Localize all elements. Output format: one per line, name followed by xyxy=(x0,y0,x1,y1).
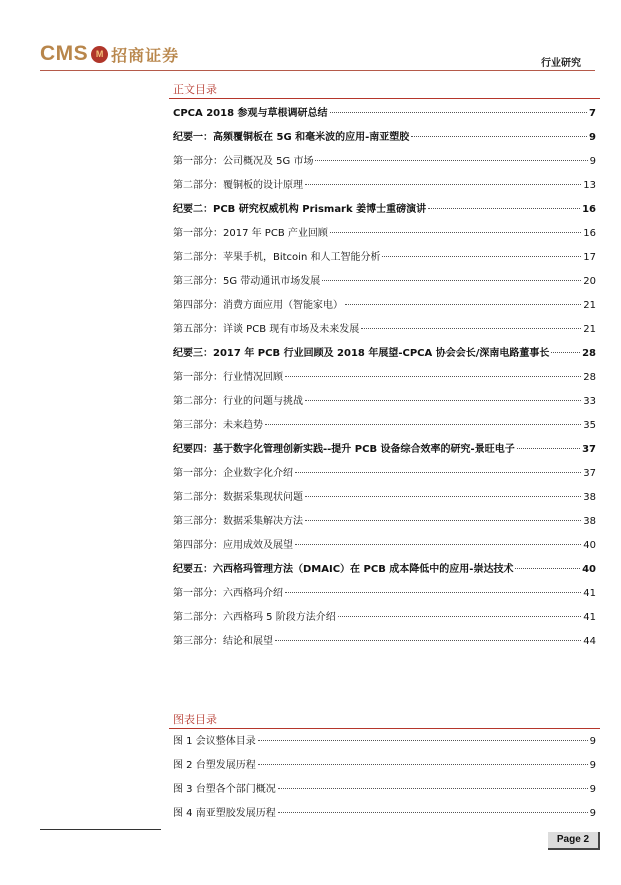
figure-entry-page-number: 9 xyxy=(589,736,596,747)
toc-entry[interactable] xyxy=(173,608,596,632)
toc-entry-page-number: 44 xyxy=(583,636,596,647)
page-header xyxy=(0,0,621,78)
toc-entry-text: 第二部分：覆铜板的设计原理 xyxy=(173,180,303,191)
toc-entry-page-number: 9 xyxy=(589,156,596,167)
toc-entry[interactable] xyxy=(173,152,596,176)
toc-entry-page-number: 40 xyxy=(582,564,596,575)
toc-entry-leader xyxy=(305,520,581,521)
toc-entry-leader xyxy=(382,256,581,257)
figure-entry-text: 图 3 台塑各个部门概况 xyxy=(173,784,276,795)
toc-entry[interactable] xyxy=(173,344,596,368)
toc-entry-leader xyxy=(295,472,581,473)
toc-entry-text: 第三部分：数据采集解决方法 xyxy=(173,516,303,527)
toc-entry[interactable] xyxy=(173,296,596,320)
figure-entry-text: 图 4 南亚塑胶发展历程 xyxy=(173,808,276,819)
logo-chinese-name: 招商证券 xyxy=(111,45,180,65)
toc-entry-leader xyxy=(295,544,581,545)
logo-mark-icon: M xyxy=(91,46,108,63)
toc-entry[interactable] xyxy=(173,416,596,440)
toc-entry-leader xyxy=(305,184,581,185)
toc-entry-text: 第四部分：应用成效及展望 xyxy=(173,540,293,551)
toc-entry-page-number: 28 xyxy=(583,372,596,383)
footer-divider xyxy=(40,829,161,830)
toc-entry-text: 第三部分：5G 带动通讯市场发展 xyxy=(173,276,321,287)
toc-entry-page-number: 37 xyxy=(583,468,596,479)
toc-entry[interactable] xyxy=(173,512,596,536)
figure-entry-leader xyxy=(258,764,588,765)
toc-entry-leader xyxy=(338,616,582,617)
toc-entry-text: 纪要四：基于数字化管理创新实践--提升 PCB 设备综合效率的研究-景旺电子 xyxy=(173,444,515,455)
toc-entry-page-number: 21 xyxy=(583,324,596,335)
figure-entry-page-number: 9 xyxy=(589,808,596,819)
toc-entry-leader xyxy=(275,640,581,641)
toc-entry-page-number: 7 xyxy=(589,108,596,119)
toc-entry[interactable] xyxy=(173,488,596,512)
toc-entry[interactable] xyxy=(173,200,596,224)
toc-entry-page-number: 20 xyxy=(583,276,596,287)
page-number-badge: Page 2 xyxy=(548,832,600,850)
toc-entry[interactable] xyxy=(173,272,596,296)
toc-entry-text: 纪要三：2017 年 PCB 行业回顾及 2018 年展望-CPCA 协会会长/深南电路董事长 xyxy=(173,348,550,359)
toc-entry-text: 纪要二：PCB 研究权威机构 Prismark 姜博士重磅演讲 xyxy=(173,204,427,215)
logo-text: CMS xyxy=(40,42,89,65)
toc-entry-leader xyxy=(361,328,581,329)
toc-entry[interactable] xyxy=(173,128,596,152)
toc-entry-page-number: 28 xyxy=(582,348,596,359)
toc-entry[interactable] xyxy=(173,632,596,656)
toc-entry-leader xyxy=(322,280,581,281)
figure-entry-leader xyxy=(258,740,588,741)
toc-entry[interactable] xyxy=(173,584,596,608)
toc-entry-page-number: 38 xyxy=(583,516,596,527)
toc-entry[interactable] xyxy=(173,104,596,128)
toc-title-divider xyxy=(169,98,600,99)
toc-entry-text: 第二部分：六西格玛 5 阶段方法介绍 xyxy=(173,612,336,623)
toc-entry-leader xyxy=(411,136,587,137)
figure-entry-leader xyxy=(278,812,588,813)
toc-entry-text: 第五部分：详谈 PCB 现有市场及未来发展 xyxy=(173,324,360,335)
toc-entry[interactable] xyxy=(173,176,596,200)
toc-entry-text: 第一部分：2017 年 PCB 产业回顾 xyxy=(173,228,328,239)
figures-list xyxy=(173,732,596,828)
toc-entry-text: CPCA 2018 参观与草根调研总结 xyxy=(173,108,328,119)
figure-entry-page-number: 9 xyxy=(589,760,596,771)
toc-entry-leader xyxy=(285,376,581,377)
toc-entry-leader xyxy=(517,448,580,449)
toc-entry-page-number: 40 xyxy=(583,540,596,551)
toc-entry-leader xyxy=(265,424,581,425)
toc-entry[interactable] xyxy=(173,368,596,392)
toc-entry[interactable] xyxy=(173,536,596,560)
toc-entry-text: 第二部分：行业的问题与挑战 xyxy=(173,396,303,407)
toc-entry-page-number: 35 xyxy=(583,420,596,431)
toc-entry-page-number: 13 xyxy=(583,180,596,191)
toc-entry-leader xyxy=(345,304,581,305)
toc-entry-text: 第三部分：未来趋势 xyxy=(173,420,263,431)
toc-entry-leader xyxy=(428,208,580,209)
toc-entry[interactable] xyxy=(173,320,596,344)
toc-entry-text: 第一部分：六西格玛介绍 xyxy=(173,588,283,599)
toc-entry-leader xyxy=(551,352,580,353)
toc-entry-leader xyxy=(305,496,581,497)
figure-entry[interactable] xyxy=(173,756,596,780)
toc-entry-page-number: 16 xyxy=(583,228,596,239)
figure-entry-text: 图 1 会议整体目录 xyxy=(173,736,256,747)
figures-title: 图表目录 xyxy=(173,713,217,726)
toc-entry-leader xyxy=(330,112,587,113)
toc-entry-text: 第二部分：苹果手机，Bitcoin 和人工智能分析 xyxy=(173,252,381,263)
figure-entry[interactable] xyxy=(173,804,596,828)
toc-entry-page-number: 17 xyxy=(583,252,596,263)
toc-title: 正文目录 xyxy=(173,83,217,96)
toc-entry-leader xyxy=(515,568,580,569)
toc-entry[interactable] xyxy=(173,440,596,464)
toc-entry-page-number: 21 xyxy=(583,300,596,311)
figure-entry[interactable] xyxy=(173,732,596,756)
toc-entry-leader xyxy=(305,400,581,401)
header-divider xyxy=(40,70,595,71)
toc-entry-text: 第三部分：结论和展望 xyxy=(173,636,273,647)
report-category: 行业研究 xyxy=(541,58,581,69)
toc-entry-page-number: 9 xyxy=(589,132,596,143)
toc-entry-text: 纪要一：高频覆铜板在 5G 和毫米波的应用-南亚塑胶 xyxy=(173,132,410,143)
toc-entry-text: 第一部分：行业情况回顾 xyxy=(173,372,283,383)
toc-entry-page-number: 41 xyxy=(583,612,596,623)
toc-entry-text: 第四部分：消费方面应用（智能家电） xyxy=(173,300,343,311)
toc-entry-text: 第二部分：数据采集现状问题 xyxy=(173,492,303,503)
toc-entry[interactable] xyxy=(173,464,596,488)
figures-title-divider xyxy=(169,728,600,729)
figure-entry[interactable] xyxy=(173,780,596,804)
toc-entry-page-number: 33 xyxy=(583,396,596,407)
toc-entry[interactable] xyxy=(173,224,596,248)
cms-logo xyxy=(40,42,179,66)
toc-entry-leader xyxy=(315,160,587,161)
toc-list xyxy=(173,104,596,656)
figure-entry-page-number: 9 xyxy=(589,784,596,795)
toc-entry-page-number: 16 xyxy=(582,204,596,215)
toc-entry[interactable] xyxy=(173,392,596,416)
toc-entry-text: 第一部分：公司概况及 5G 市场 xyxy=(173,156,314,167)
toc-entry-text: 纪要五：六西格玛管理方法（DMAIC）在 PCB 成本降低中的应用-崇达技术 xyxy=(173,564,514,575)
toc-entry-page-number: 37 xyxy=(582,444,596,455)
toc-entry-page-number: 41 xyxy=(583,588,596,599)
toc-entry-text: 第一部分：企业数字化介绍 xyxy=(173,468,293,479)
figure-entry-leader xyxy=(278,788,588,789)
toc-entry-page-number: 38 xyxy=(583,492,596,503)
toc-entry[interactable] xyxy=(173,560,596,584)
toc-entry-leader xyxy=(330,232,581,233)
toc-entry[interactable] xyxy=(173,248,596,272)
toc-entry-leader xyxy=(285,592,581,593)
figure-entry-text: 图 2 台塑发展历程 xyxy=(173,760,256,771)
